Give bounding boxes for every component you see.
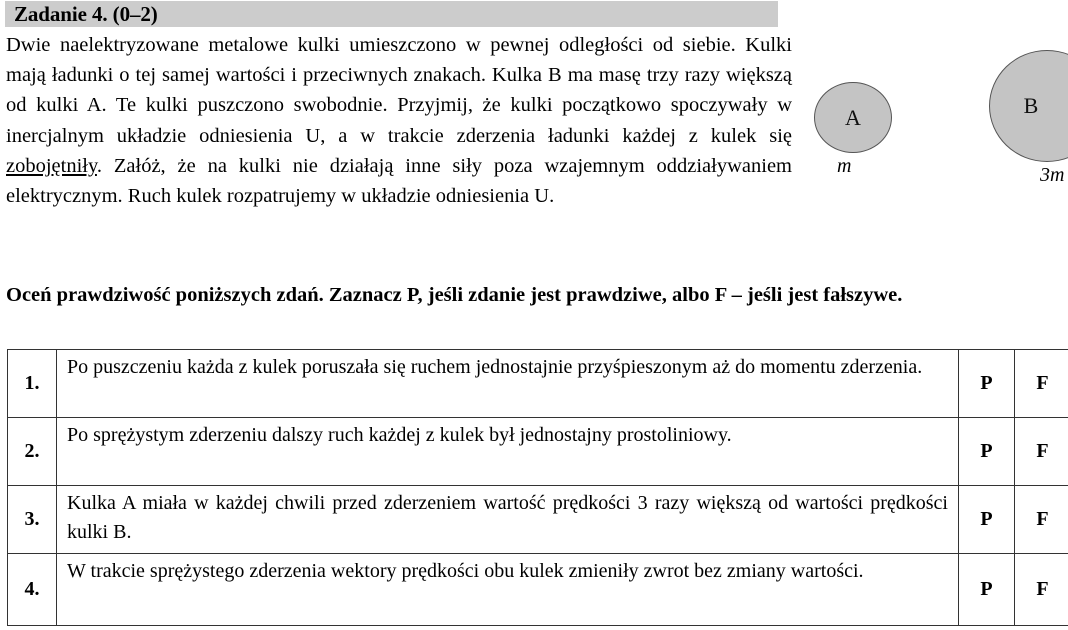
row-statement: Po sprężystym zderzeniu dalszy ruch każdej z kulek był jednostajny prostoliniowy. <box>57 418 959 486</box>
instruction-text: Oceń prawdziwość poniższych zdań. Zaznacz P, jeśli zdanie jest prawdziwe, albo F – jeśli jest fałszywe. <box>6 284 903 306</box>
page-title: Zadanie 4. (0–2) <box>14 2 158 26</box>
row-true-option[interactable]: P <box>959 350 1015 418</box>
row-false-option[interactable]: F <box>1015 554 1068 626</box>
row-false-option[interactable]: F <box>1015 486 1068 554</box>
ball-b-label: B <box>1023 93 1039 118</box>
ball-b-circle <box>989 50 1068 162</box>
intro-text-part-2: . Załóż, że na kulki nie działają inne siły poza wzajemnym oddziaływaniem elektrycznym. Ruch kulek rozpatrujemy w układzie odniesienia U. <box>6 154 792 208</box>
intro-underlined-word: zobojętniły <box>6 154 97 177</box>
row-number: 3. <box>8 486 57 554</box>
row-false-option[interactable]: F <box>1015 350 1068 418</box>
row-false-option[interactable]: F <box>1015 418 1068 486</box>
row-number: 1. <box>8 350 57 418</box>
task-header-bar <box>5 1 778 27</box>
row-true-option[interactable]: P <box>959 486 1015 554</box>
table-row <box>8 350 1068 418</box>
row-statement: Kulka A miała w każdej chwili przed zderzeniem wartość prędkości 3 razy większą od wartości prędkości kulki B. <box>57 486 959 554</box>
row-true-option[interactable]: P <box>959 554 1015 626</box>
task-intro-paragraph <box>6 30 792 211</box>
ball-a-mass-label: m <box>837 155 852 177</box>
ball-a-circle <box>814 82 892 153</box>
row-number: 2. <box>8 418 57 486</box>
table-row <box>8 486 1068 554</box>
intro-text-part-1: Dwie naelektryzowane metalowe kulki umieszczono w pewnej odległości od siebie. Kulki mają ładunki o tej samej wartości i przeciwnych znakach. Kulka B ma masę trzy razy większą od kulki A. Te kulki puszczono swobodnie. Przyjmij, że kulki początkowo spoczywały w inercjalnym układzie odniesienia U, a w trakcie zderzenia ładunki każdej z kulek się <box>6 34 792 147</box>
table-row <box>8 418 1068 486</box>
ball-a-label: A <box>845 104 861 130</box>
table-row <box>8 554 1068 626</box>
row-statement: W trakcie sprężystego zderzenia wektory prędkości obu kulek zmieniły zwrot bez zmiany wartości. <box>57 554 959 626</box>
true-false-table <box>7 349 1068 626</box>
ball-b-mass-label: 3m <box>1040 164 1065 186</box>
row-number: 4. <box>8 554 57 626</box>
row-true-option[interactable]: P <box>959 418 1015 486</box>
two-balls-diagram <box>795 28 1068 208</box>
row-statement: Po puszczeniu każda z kulek poruszała się ruchem jednostajnie przyśpieszonym aż do momentu zderzenia. <box>57 350 959 418</box>
